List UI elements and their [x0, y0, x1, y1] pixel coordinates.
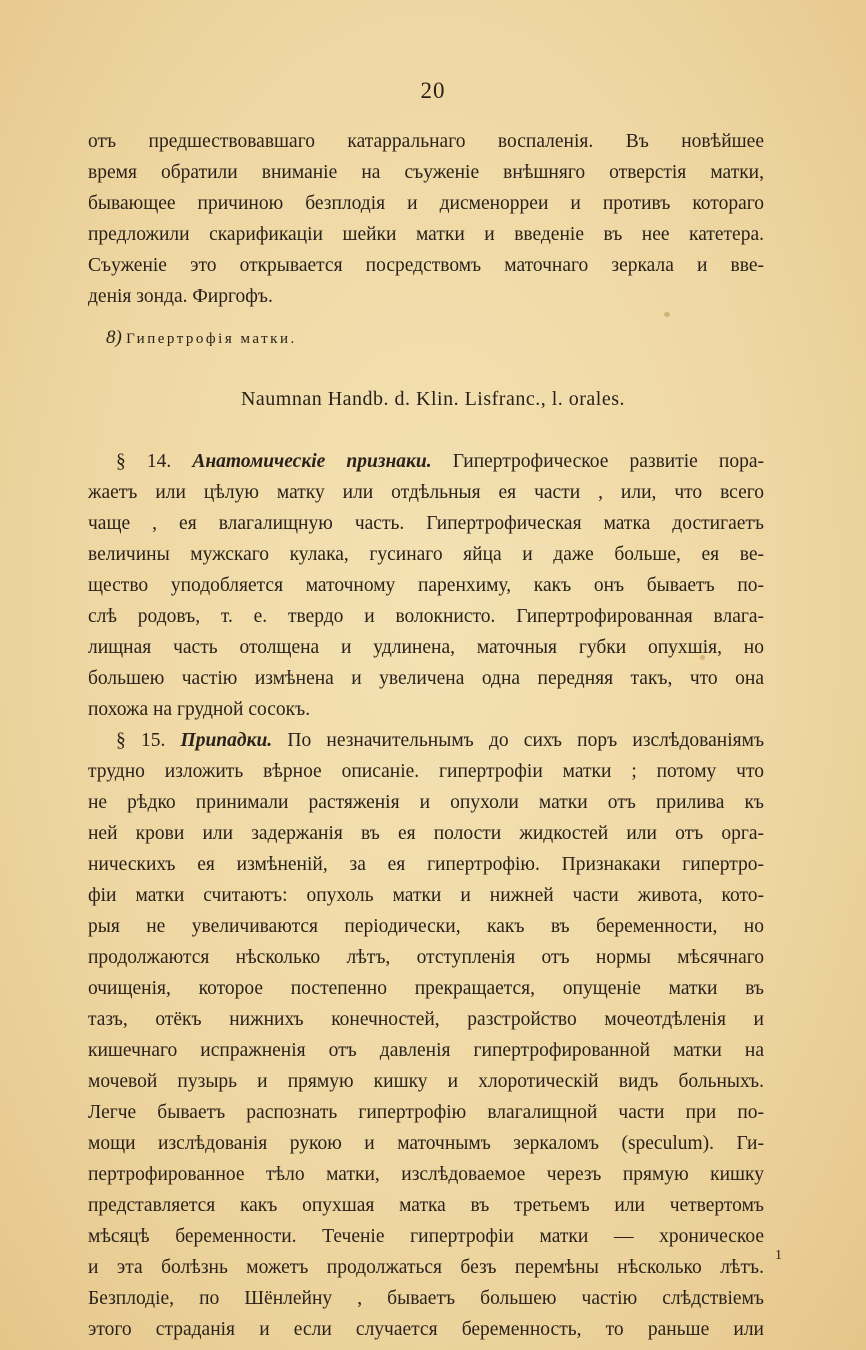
text-line: трудно изложить вѣрное описаніе. гипертрофіи матки ; потому что [88, 761, 764, 782]
text-line: денія зонда. Фиргофъ. [88, 286, 273, 307]
text-line: Безплодіе, по Шёнлейну , бываетъ большею частію слѣдствіемъ [88, 1288, 764, 1309]
page-number: 20 [420, 78, 446, 103]
section-title: Гипертрофія матки. [126, 331, 297, 347]
paragraph-mark: § 14. [116, 451, 172, 472]
text-line: Съуженіе это открывается посредствомъ маточнаго зеркала и вве- [88, 255, 764, 276]
text-line: похожа на грудной сосокъ. [88, 699, 311, 720]
signature-mark: 1 [775, 1248, 782, 1263]
text-line: щество уподобляется маточному паренхиму, какъ онъ бываетъ по- [88, 575, 764, 596]
text-line: время обратили вниманіе на съуженіе внѣшняго отверстія матки, [88, 162, 764, 183]
text-line: не рѣдко принимали растяженія и опухоли матки отъ прилива къ [88, 792, 764, 813]
text-line: слѣ родовъ, т. е. твердо и волокнисто. Гипертрофированная влага- [88, 606, 764, 627]
paragraph-mark: § 15. [116, 730, 166, 751]
text-line: Легче бываетъ распознать гипертрофію влагалищной части при по- [88, 1102, 764, 1123]
section-heading [106, 327, 297, 349]
text-line [88, 725, 764, 756]
text-line: чаще , ея влагалищную часть. Гипертрофическая матка достигаетъ [88, 513, 764, 534]
text-line [88, 446, 764, 477]
section-number: 8) [106, 327, 122, 348]
text-line: фіи матки считаютъ: опухоль матки и нижней части живота, кото- [88, 885, 764, 906]
text-line: предложили скарификаціи шейки матки и введеніе въ нее катетера. [88, 224, 764, 245]
text-line: рыя не увеличиваются періодически, какъ въ беременности, но [88, 916, 764, 937]
text-line: отъ предшествовавшаго катарральнаго воспаленія. Въ новѣйшее [88, 131, 764, 152]
text-line: жаетъ или цѣлую матку или отдѣльныя ея части , или, что всего [88, 482, 764, 503]
paragraph-14 [88, 446, 764, 1345]
text-line: тазъ, отёкъ нижнихъ конечностей, разстройство мочеотдѣленія и [88, 1009, 764, 1030]
text-line: очищенія, которое постепенно прекращается, опущеніе матки въ [88, 978, 764, 999]
text-line: величины мужскаго кулака, гусинаго яйца и даже больше, ея ве- [88, 544, 764, 565]
paragraph-text: Гипертрофическое развитіе пора- [452, 451, 764, 472]
text-line: большею частію измѣнена и увеличена одна передняя такъ, что она [88, 668, 764, 689]
text-line: представляется какъ опухшая матка въ третьемъ или четвертомъ [88, 1195, 764, 1216]
text-line: и эта болѣзнь можетъ продолжаться безъ перемѣны нѣсколько лѣтъ. [88, 1257, 764, 1278]
text-line: продолжаются нѣсколько лѣтъ, отступленія отъ нормы мѣсячнаго [88, 947, 764, 968]
paragraph-continuation [88, 126, 764, 312]
text-line: кишечнаго испражненія отъ давленія гипертрофированной матки на [88, 1040, 764, 1061]
text-line: ническихъ ея измѣненій, за ея гипертрофію. Признакаки гипертро- [88, 854, 764, 875]
paragraph-text: По незначительнымъ до сихъ поръ изслѣдованіямъ [287, 730, 764, 751]
paper-spot [664, 312, 670, 317]
text-line: ней крови или задержанія въ ея полости жидкостей или отъ орга- [88, 823, 764, 844]
text-line: мочевой пузырь и прямую кишку и хлоротическій видъ больныхъ. [88, 1071, 764, 1092]
text-line: мѣсяцѣ беременности. Теченіе гипертрофіи матки — хроническое [88, 1226, 764, 1247]
text-line: мощи изслѣдованія рукою и маточнымъ зеркаломъ (speculum). Ги- [88, 1133, 764, 1154]
text-line: бывающее причиною безплодія и дисменорреи и противъ котораго [88, 193, 764, 214]
text-line: пертрофированное тѣло матки, изслѣдоваемое черезъ прямую кишку [88, 1164, 764, 1185]
paragraph-lead: Припадки. [180, 730, 273, 751]
text-line: лищная часть отолщена и удлинена, маточныя губки опухшія, но [88, 637, 764, 658]
text-line: этого страданія и если случается беременность, то раньше или [88, 1319, 764, 1340]
references-line: Naumnan Handb. d. Klin. Lisfranc., l. orales. [240, 388, 626, 410]
paragraph-lead: Анатомическіе признаки. [192, 451, 432, 472]
